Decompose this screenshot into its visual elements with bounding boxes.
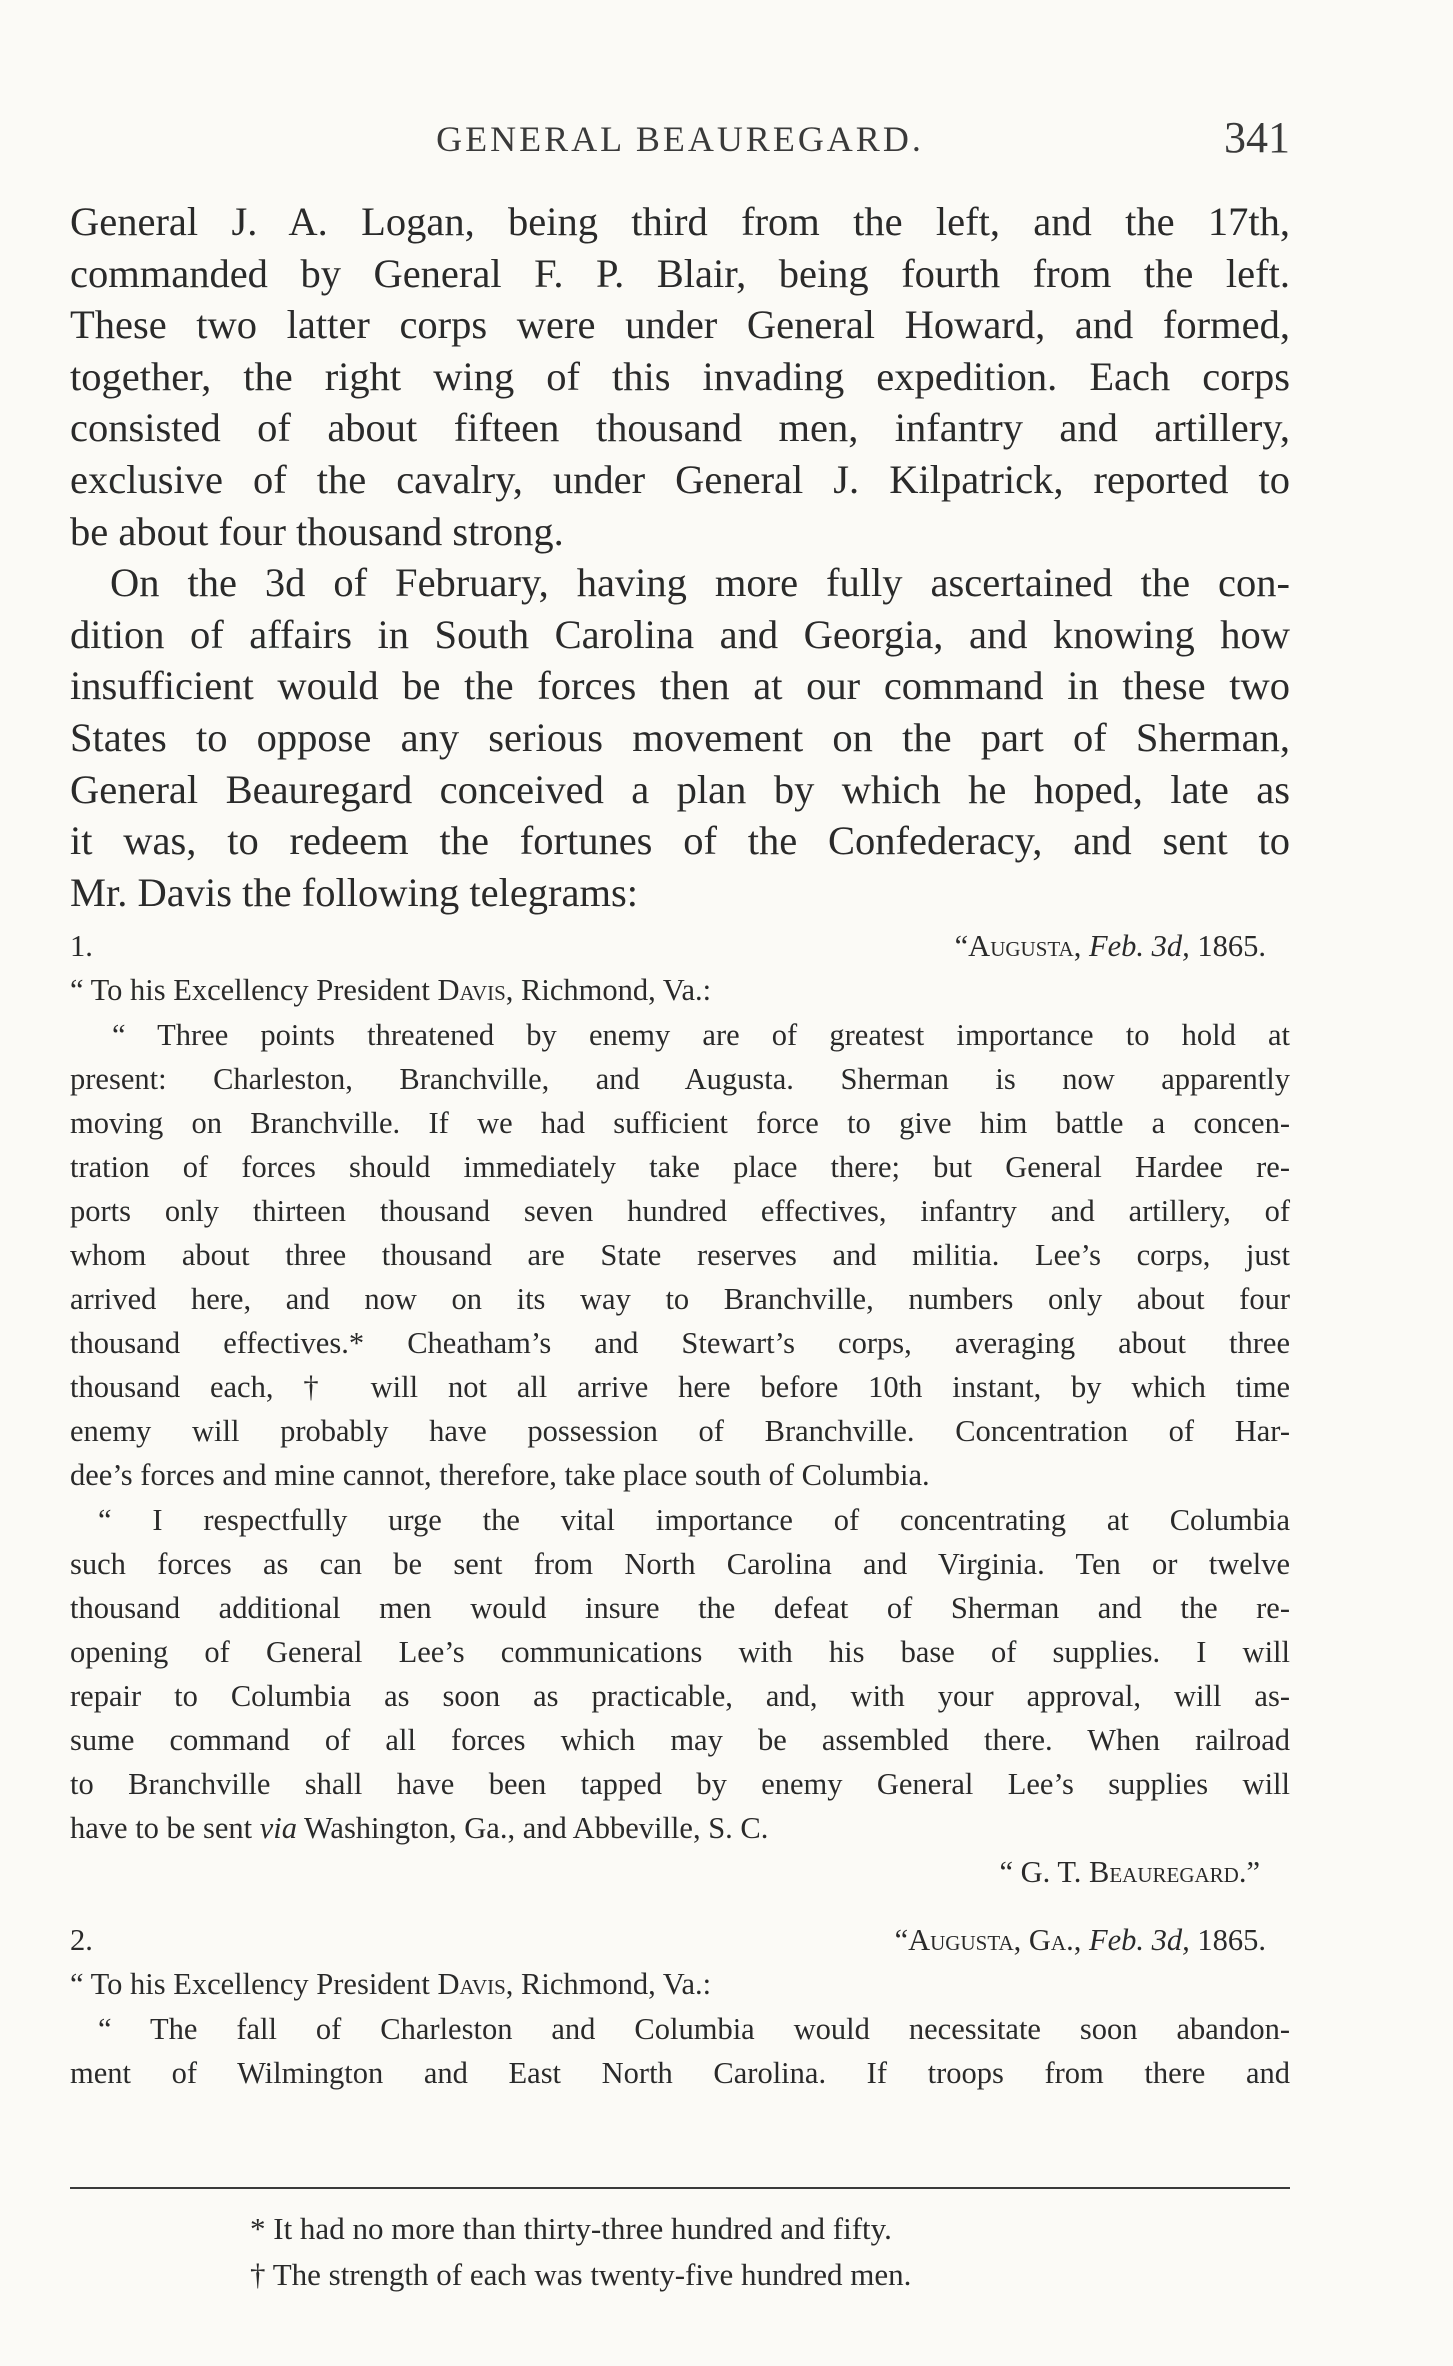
text-line: moving on Branchville. If we had sufficient force to give him battle a concen- — [70, 1105, 1290, 1140]
text-line: thousand additional men would insure the defeat of Sherman and the re- — [70, 1590, 1290, 1625]
telegram-dateline — [955, 924, 1290, 968]
salutation-name: Davis — [437, 1967, 506, 2002]
page-number: 341 — [1224, 113, 1290, 162]
text-line: opening of General Lee’s communications with his base of supplies. I will — [70, 1634, 1290, 1669]
text-line: sume command of all forces which may be assembled there. When railroad — [70, 1723, 1290, 1757]
text-line: enemy will probably have possession of Branchville. Concentration of Har- — [70, 1414, 1290, 1449]
telegram-dateline — [895, 1918, 1290, 1962]
salutation-place: , Richmond, Va.: — [505, 973, 712, 1008]
text-line: it was, to redeem the fortunes of the Confederacy, and sent to — [70, 818, 1290, 864]
text-line: General J. A. Logan, being third from the left, and the 17th, — [70, 199, 1290, 244]
telegram-heading — [70, 924, 1290, 968]
text-line: “ I respectfully urge the vital importance of concentrating at Columbia — [98, 1502, 1290, 1537]
text-line: whom about three thousand are State reserves and militia. Lee’s corps, just — [70, 1237, 1290, 1272]
text-line: On the 3d of February, having more fully ascertained the con- — [110, 560, 1290, 606]
telegram-salutation — [70, 968, 1290, 1012]
dateline-place: “Augusta, — [954, 929, 1089, 964]
text-line: thousand each, † will not all arrive here before 10th instant, by which time — [70, 1370, 1290, 1405]
text-line: dition of affairs in South Carolina and Georgia, and knowing how — [70, 611, 1290, 657]
dateline-place: “Augusta, Ga., — [894, 1923, 1089, 1958]
text-line: These two latter corps were under General Howard, and formed, — [70, 302, 1290, 348]
dateline-date: Feb. 3d, — [1088, 929, 1190, 964]
text-line: consisted of about fifteen thousand men, infantry and artillery, — [70, 405, 1290, 451]
text-line: “ The fall of Charleston and Columbia would necessitate soon abandon- — [98, 2011, 1290, 2046]
body-text — [70, 196, 1290, 2095]
running-head — [70, 112, 1290, 172]
text-line: be about four thousand strong. — [70, 508, 564, 554]
text-line: arrived here, and now on its way to Branchville, numbers only about four — [70, 1282, 1290, 1317]
telegram-1 — [70, 924, 1290, 1894]
text-line — [70, 1806, 1290, 1850]
footnote: * It had no more than thirty-three hundred and fifty. — [250, 2211, 892, 2246]
footnotes — [70, 2206, 1290, 2298]
paragraph-2 — [70, 557, 1290, 918]
dateline-date: Feb. 3d, — [1088, 1923, 1190, 1958]
text-line: “ Three points threatened by enemy are of greatest importance to hold at — [112, 1017, 1290, 1052]
paragraph-1 — [70, 196, 1290, 557]
text-line: exclusive of the cavalry, under General J. Kilpatrick, reported to — [70, 456, 1290, 502]
telegram-number: 1. — [70, 929, 93, 964]
text-line: tration of forces should immediately take place there; but General Hardee re- — [70, 1149, 1290, 1184]
telegram-2 — [70, 1918, 1290, 2094]
text-line: to Branchville shall have been tapped by enemy General Lee’s supplies will — [70, 1767, 1290, 1802]
running-title: GENERAL BEAUREGARD. — [436, 119, 924, 159]
telegram-salutation — [70, 1962, 1290, 2006]
telegram-signature: “ G. T. Beauregard.” — [999, 1855, 1260, 1890]
salutation-place: , Richmond, Va.: — [505, 1967, 712, 2002]
text-fragment: have to be sent — [70, 1811, 260, 1846]
dateline-year: 1865. — [1189, 929, 1266, 964]
footnote-rule — [70, 2187, 1290, 2189]
text-line: ports only thirteen thousand seven hundred effectives, infantry and artillery, of — [70, 1193, 1290, 1228]
text-line: repair to Columbia as soon as practicable, and, with your approval, will as- — [70, 1678, 1290, 1713]
text-line: commanded by General F. P. Blair, being fourth from the left. — [70, 250, 1290, 296]
dateline-year: 1865. — [1189, 1923, 1266, 1958]
text-line: General Beauregard conceived a plan by which he hoped, late as — [70, 766, 1290, 812]
footnote: † The strength of each was twenty-five hundred men. — [250, 2257, 912, 2292]
italic-fragment: via — [259, 1811, 297, 1846]
text-line: thousand effectives.* Cheatham’s and Stewart’s corps, averaging about three — [70, 1326, 1290, 1361]
text-line: ment of Wilmington and East North Carolina. If troops from there and — [70, 2055, 1290, 2090]
text-line: States to oppose any serious movement on the part of Sherman, — [70, 714, 1290, 760]
salutation-text: “ To his Excellency President — [70, 1967, 438, 2002]
text-line: Mr. Davis the following telegrams: — [70, 869, 639, 915]
telegram-number: 2. — [70, 1923, 93, 1958]
salutation-name: Davis — [437, 973, 506, 1008]
text-fragment: Washington, Ga., and Abbeville, S. C. — [296, 1811, 769, 1846]
text-line: together, the right wing of this invading expedition. Each corps — [70, 353, 1290, 399]
text-line: such forces as can be sent from North Carolina and Virginia. Ten or twelve — [70, 1546, 1290, 1581]
text-line: present: Charleston, Branchville, and Augusta. Sherman is now apparently — [70, 1061, 1290, 1096]
text-line: insufficient would be the forces then at our command in these two — [70, 663, 1290, 709]
text-line: dee’s forces and mine cannot, therefore, take place south of Columbia. — [70, 1458, 930, 1493]
salutation-text: “ To his Excellency President — [70, 973, 438, 1008]
telegram-heading — [70, 1918, 1290, 1962]
